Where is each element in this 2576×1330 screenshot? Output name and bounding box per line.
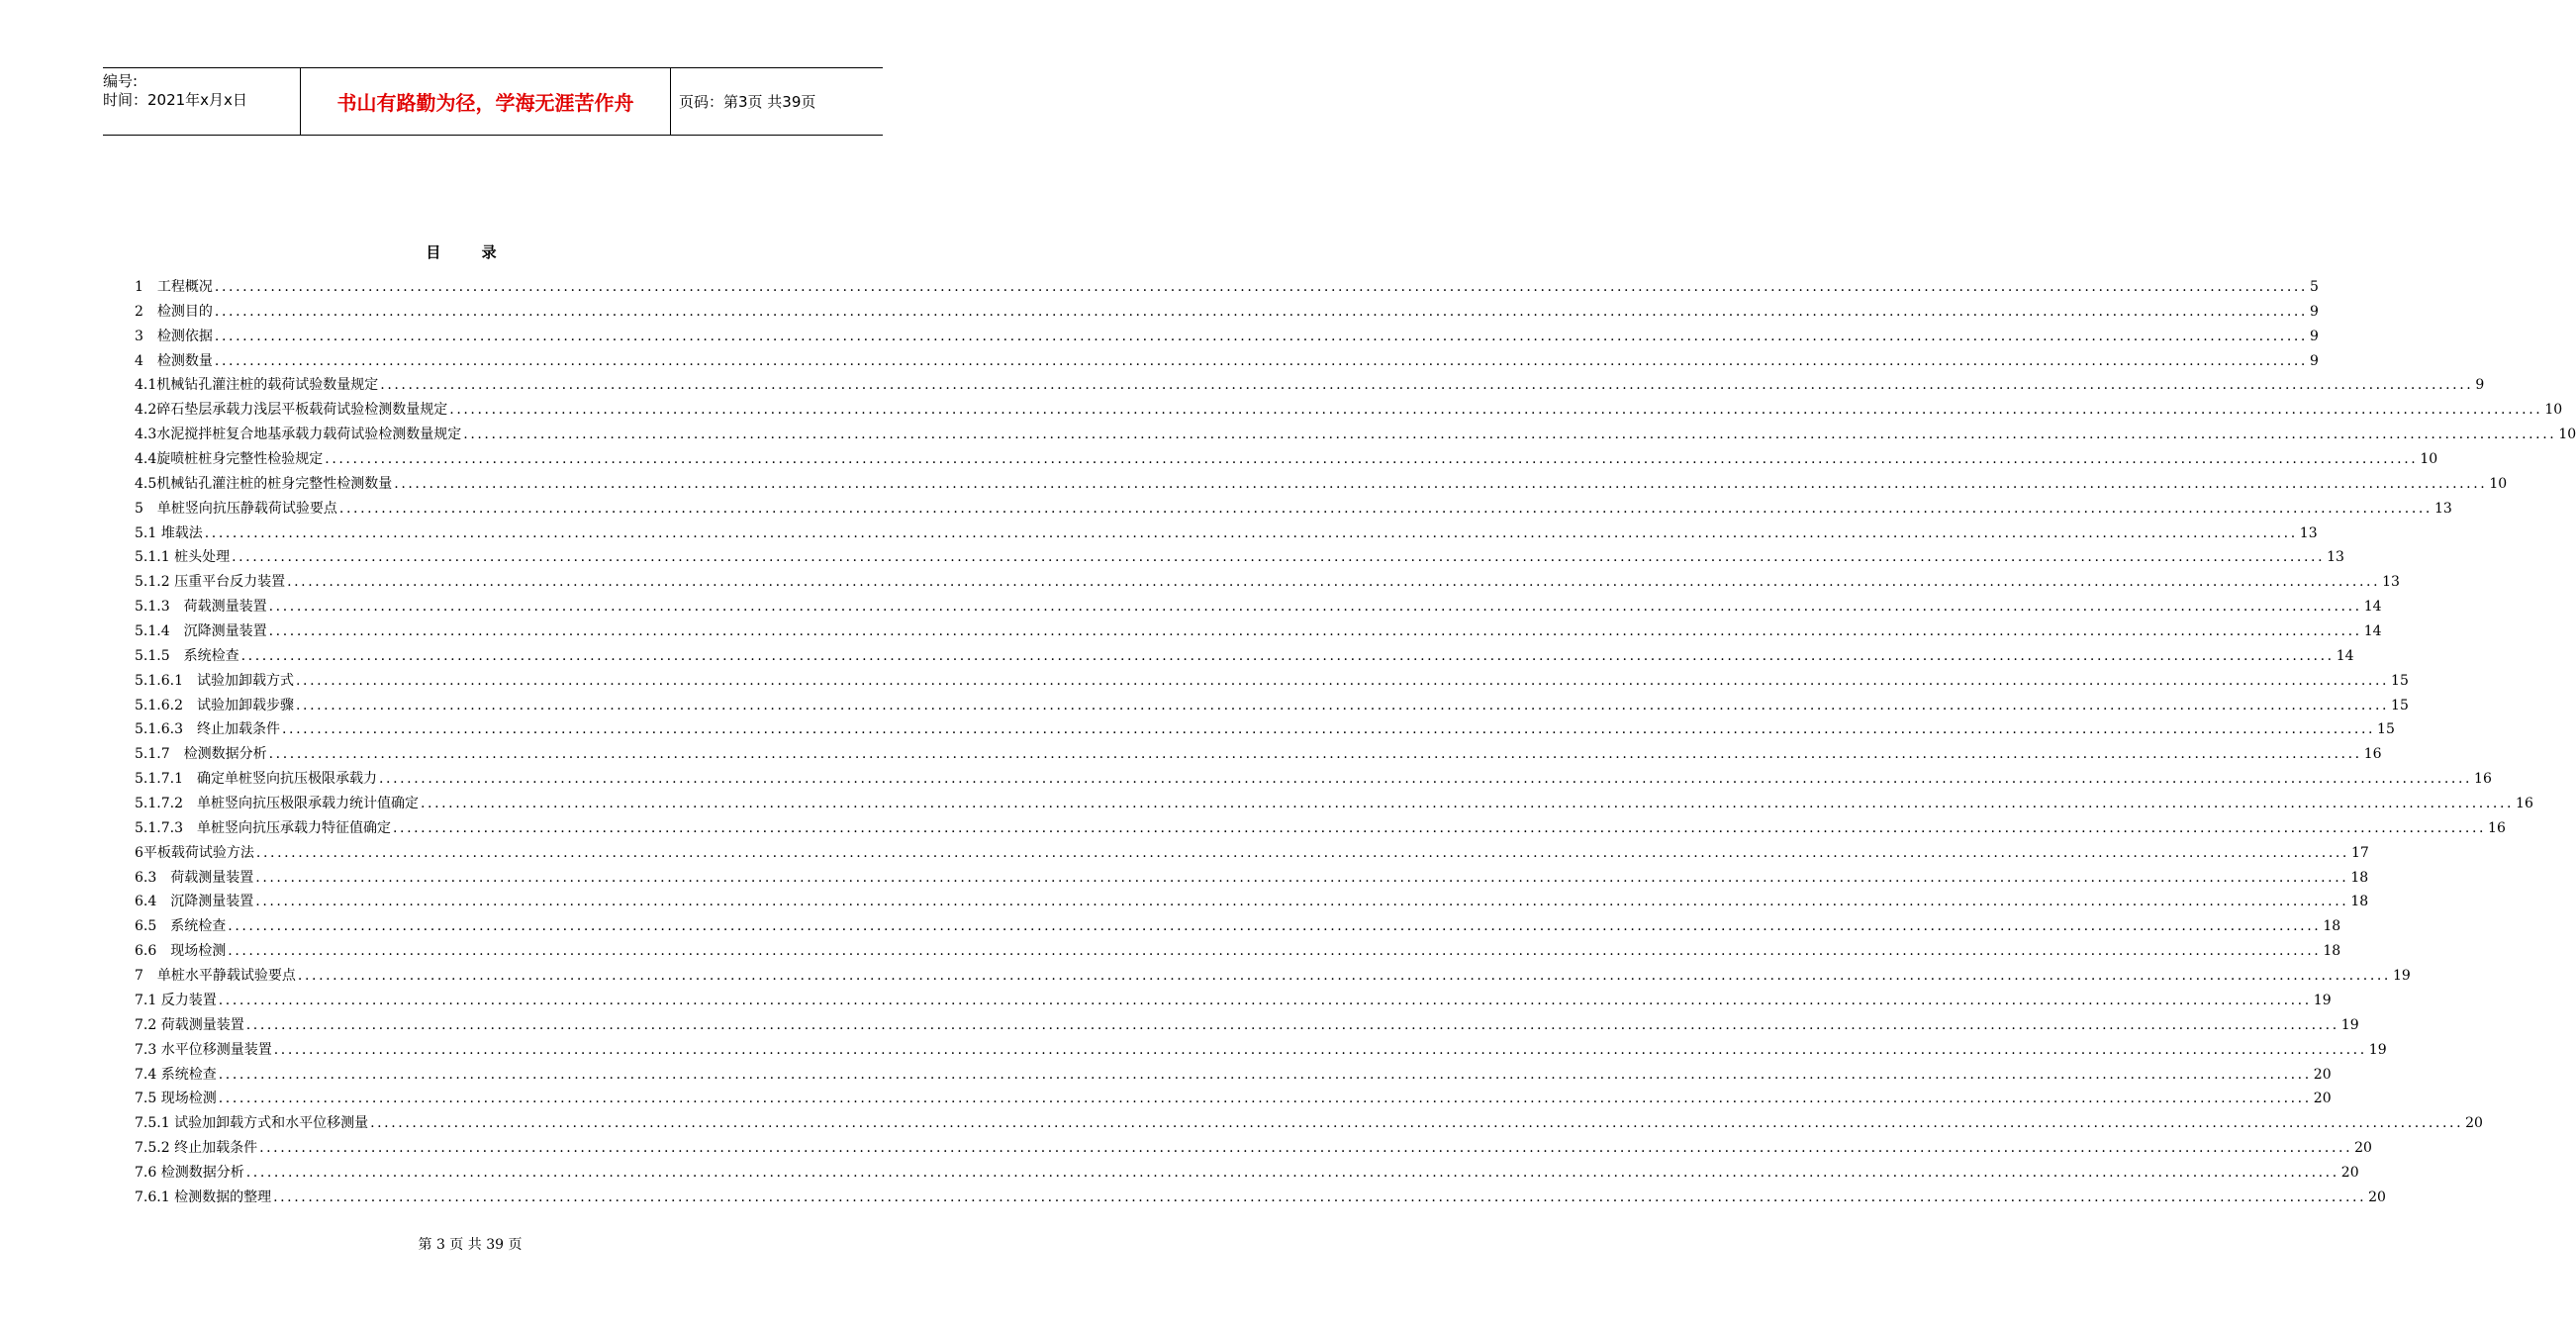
toc-entry-page: 16 [2516,796,2533,812]
toc-leader-dots: ............................................................................................................................................................................................................................................................................................................ [214,352,2308,369]
toc-entry-page: 20 [2354,1140,2372,1157]
toc-leader-dots: ............................................................................................................................................................................................................................................................................................................ [228,943,2322,960]
toc-entry-page: 19 [2340,1016,2359,1033]
toc-entry-page: 16 [2488,819,2506,836]
toc-entry[interactable] [135,374,2485,399]
toc-entry-page: 20 [2313,1066,2332,1083]
toc-leader-dots: ............................................................................................................................................................................................................................................................................................................ [463,427,2557,443]
toc-leader-dots: ............................................................................................................................................................................................................................................................................................................ [218,992,2312,1008]
toc-entry[interactable] [135,546,2344,571]
toc-entry-label: 7.6.1 检测数据的整理 [135,1188,272,1205]
toc-entry[interactable] [135,915,2341,940]
header-slogan: 书山有路勤为径，学海无涯苦作舟 [301,68,671,135]
toc-leader-dots: ............................................................................................................................................................................................................................................................................................................ [240,647,2335,664]
toc-entry-page: 9 [2309,352,2319,369]
toc-entry-page: 9 [2309,303,2319,320]
page-footer: 第 3 页 共 39 页 [418,1237,523,1253]
toc-entry[interactable] [135,940,2341,965]
toc-entry-page: 17 [2350,844,2369,861]
toc-entry-label: 7.1 反力装置 [135,992,217,1008]
toc-entry-label: 7.4 系统检查 [135,1066,217,1083]
toc-entry-label: 5.1.7.3 单桩竖向抗压承载力特征值确定 [135,819,391,836]
toc-leader-dots: ............................................................................................................................................................................................................................................................................................................ [214,279,2308,295]
toc-entry[interactable] [135,276,2319,301]
toc-entry-page: 15 [2391,697,2409,713]
toc-leader-dots: ............................................................................................................................................................................................................................................................................................................ [420,796,2515,812]
toc-entry[interactable] [135,891,2369,915]
toc-entry[interactable] [135,424,2576,448]
toc-entry[interactable] [135,301,2319,326]
toc-entry-page: 13 [2382,574,2400,591]
toc-entry[interactable] [135,498,2452,522]
toc-entry-label: 7 单桩水平静载试验要点 [135,968,296,985]
toc-entry-label: 1 工程概况 [135,279,213,295]
toc-entry[interactable] [135,1088,2332,1112]
toc-leader-dots: ............................................................................................................................................................................................................................................................................................................ [378,771,2473,788]
toc-entry-page: 9 [2309,328,2319,344]
toc-leader-dots: ............................................................................................................................................................................................................................................................................................................ [295,672,2390,689]
toc-leader-dots: ............................................................................................................................................................................................................................................................................................................ [392,819,2487,836]
toc-entry-label: 7.5 现场检测 [135,1091,217,1107]
toc-entry[interactable] [135,326,2319,350]
toc-entry-label: 5.1.6.2 试验加卸载步骤 [135,697,294,713]
toc-entry-label: 5.1.7.1 确定单桩竖向抗压极限承载力 [135,771,377,788]
toc-entry-page: 16 [2363,746,2382,763]
toc-leader-dots: ............................................................................................................................................................................................................................................................................................................ [287,574,2381,591]
toc-entry-page: 20 [2313,1091,2332,1107]
toc-entry-label: 5.1 堆载法 [135,524,203,541]
toc-entry-label: 7.3 水平位移测量装置 [135,1041,272,1058]
toc-leader-dots: ............................................................................................................................................................................................................................................................................................................ [228,918,2322,935]
toc-entry-label: 6.6 现场检测 [135,943,227,960]
toc-entry-label: 5.1.4 沉降测量装置 [135,623,267,640]
toc-entry-label: 5.1.7.2 单桩竖向抗压极限承载力统计值确定 [135,796,419,812]
toc-entry[interactable] [135,350,2319,375]
toc-entry[interactable] [135,768,2492,793]
toc-entry[interactable] [135,596,2382,620]
toc-entry-label: 4.3水泥搅拌桩复合地基承载力载荷试验检测数量规定 [135,427,462,443]
toc-entry[interactable] [135,695,2409,719]
toc-entry[interactable] [135,743,2382,768]
toc-entry-page: 13 [2299,524,2318,541]
toc-entry[interactable] [135,473,2508,498]
toc-entry-label: 4.1机械钻孔灌注桩的载荷试验数量规定 [135,377,379,394]
toc-entry-label: 6.3 荷载测量装置 [135,869,254,886]
toc-entry[interactable] [135,990,2332,1014]
toc-entry-page: 19 [2392,968,2411,985]
toc-leader-dots: ............................................................................................................................................................................................................................................................................................................ [325,451,2419,468]
toc-entry-page: 18 [2350,869,2369,886]
toc-entry[interactable] [135,645,2354,670]
toc-entry-label: 5.1.1 桩头处理 [135,549,231,566]
toc-entry-page: 14 [2336,647,2354,664]
toc-entry[interactable] [135,448,2438,473]
toc-leader-dots: ............................................................................................................................................................................................................................................................................................................ [273,1041,2367,1058]
header-page-info: 页码：第3页 共39页 [679,93,816,111]
toc-entry-page: 18 [2323,918,2341,935]
toc-leader-dots: ............................................................................................................................................................................................................................................................................................................ [204,524,2298,541]
toc-entry-label: 5.1.6.1 试验加卸载方式 [135,672,294,689]
page-header [103,67,883,136]
toc-leader-dots: ............................................................................................................................................................................................................................................................................................................ [255,844,2349,861]
toc-leader-dots: ............................................................................................................................................................................................................................................................................................................ [297,968,2391,985]
toc-entry[interactable] [135,1162,2359,1187]
toc-entry-page: 10 [2544,402,2563,419]
toc-entry-label: 5 单桩竖向抗压静载荷试验要点 [135,500,337,517]
toc-leader-dots: ............................................................................................................................................................................................................................................................................................................ [338,500,2433,517]
toc-entry-label: 4 检测数量 [135,352,213,369]
toc-entry-page: 10 [2420,451,2438,468]
toc-leader-dots: ............................................................................................................................................................................................................................................................................................................ [394,475,2488,492]
toc-entry[interactable] [135,1039,2387,1064]
toc-entry-page: 19 [2368,1041,2387,1058]
toc-entry-page: 19 [2313,992,2332,1008]
toc-entry-label: 7.6 检测数据分析 [135,1164,244,1181]
toc-entry-label: 5.1.5 系统检查 [135,647,239,664]
toc-leader-dots: ............................................................................................................................................................................................................................................................................................................ [218,1066,2312,1083]
toc-entry[interactable] [135,793,2533,817]
table-of-contents [135,276,2576,1211]
toc-leader-dots: ............................................................................................................................................................................................................................................................................................................ [245,1016,2339,1033]
toc-entry-page: 15 [2377,721,2395,738]
toc-entry[interactable] [135,718,2395,743]
toc-entry[interactable] [135,1112,2483,1137]
toc-entry-page: 20 [2465,1115,2483,1132]
toc-entry-page: 13 [2433,500,2452,517]
toc-entry[interactable] [135,1014,2359,1039]
toc-leader-dots: ............................................................................................................................................................................................................................................................................................................ [255,869,2349,886]
toc-entry-label: 4.2碎石垫层承载力浅层平板载荷试验检测数量规定 [135,402,448,419]
toc-entry-label: 3 检测依据 [135,328,213,344]
toc-entry-label: 6.5 系统检查 [135,918,227,935]
toc-entry-page: 10 [2489,475,2508,492]
toc-entry-page: 16 [2474,771,2492,788]
toc-leader-dots: ............................................................................................................................................................................................................................................................................................................ [273,1188,2367,1205]
toc-entry[interactable] [135,817,2506,842]
toc-leader-dots: ............................................................................................................................................................................................................................................................................................................ [268,623,2362,640]
toc-entry-label: 5.1.7 检测数据分析 [135,746,267,763]
toc-entry-page: 15 [2391,672,2409,689]
toc-entry[interactable] [135,1187,2386,1211]
toc-leader-dots: ............................................................................................................................................................................................................................................................................................................ [214,303,2308,320]
toc-entry-label: 5.1.2 压重平台反力装置 [135,574,286,591]
toc-entry-label: 5.1.3 荷载测量装置 [135,599,267,616]
toc-entry[interactable] [135,522,2318,547]
toc-leader-dots: ............................................................................................................................................................................................................................................................................................................ [214,328,2308,344]
toc-entry-label: 4.5机械钻孔灌注桩的桩身完整性检测数量 [135,475,393,492]
toc-leader-dots: ............................................................................................................................................................................................................................................................................................................ [281,721,2376,738]
toc-entry[interactable] [135,842,2369,867]
toc-entry[interactable] [135,399,2563,424]
toc-entry-label: 6平板载荷试验方法 [135,844,254,861]
document-number-label: 编号: [103,72,139,90]
toc-leader-dots: ............................................................................................................................................................................................................................................................................................................ [268,599,2362,616]
toc-entry[interactable] [135,1137,2372,1162]
header-meta [103,68,301,135]
toc-entry[interactable] [135,965,2411,990]
document-date: 时间：2021年x月x日 [103,91,247,109]
toc-leader-dots: ............................................................................................................................................................................................................................................................................................................ [255,894,2349,910]
toc-leader-dots: ............................................................................................................................................................................................................................................................................................................ [245,1164,2339,1181]
toc-leader-dots: ............................................................................................................................................................................................................................................................................................................ [259,1140,2353,1157]
toc-leader-dots: ............................................................................................................................................................................................................................................................................................................ [295,697,2390,713]
toc-entry-page: 18 [2350,894,2369,910]
toc-entry-page: 5 [2309,279,2319,295]
toc-entry-page: 10 [2558,427,2576,443]
toc-entry-page: 20 [2368,1188,2386,1205]
toc-entry-label: 7.2 荷载测量装置 [135,1016,244,1033]
toc-entry-label: 7.5.2 终止加载条件 [135,1140,258,1157]
toc-entry-page: 14 [2363,623,2382,640]
toc-title: 目 录 [426,243,515,261]
toc-entry-label: 2 检测目的 [135,303,213,320]
toc-entry[interactable] [135,867,2369,892]
toc-entry[interactable] [135,571,2400,596]
toc-entry[interactable] [135,670,2409,695]
toc-entry-page: 20 [2340,1164,2359,1181]
toc-entry-page: 13 [2327,549,2344,566]
toc-entry-label: 6.4 沉降测量装置 [135,894,254,910]
toc-leader-dots: ............................................................................................................................................................................................................................................................................................................ [232,549,2326,566]
toc-entry-label: 7.5.1 试验加卸载方式和水平位移测量 [135,1115,369,1132]
toc-leader-dots: ............................................................................................................................................................................................................................................................................................................ [268,746,2362,763]
toc-entry[interactable] [135,1064,2332,1089]
toc-leader-dots: ............................................................................................................................................................................................................................................................................................................ [380,377,2474,394]
toc-entry-label: 5.1.6.3 终止加载条件 [135,721,280,738]
toc-leader-dots: ............................................................................................................................................................................................................................................................................................................ [449,402,2543,419]
toc-entry[interactable] [135,620,2382,645]
toc-entry-page: 14 [2363,599,2382,616]
toc-leader-dots: ............................................................................................................................................................................................................................................................................................................ [370,1115,2464,1132]
toc-entry-page: 9 [2475,377,2485,394]
toc-entry-label: 4.4旋喷桩桩身完整性检验规定 [135,451,324,468]
toc-entry-page: 18 [2323,943,2341,960]
toc-leader-dots: ............................................................................................................................................................................................................................................................................................................ [218,1091,2312,1107]
